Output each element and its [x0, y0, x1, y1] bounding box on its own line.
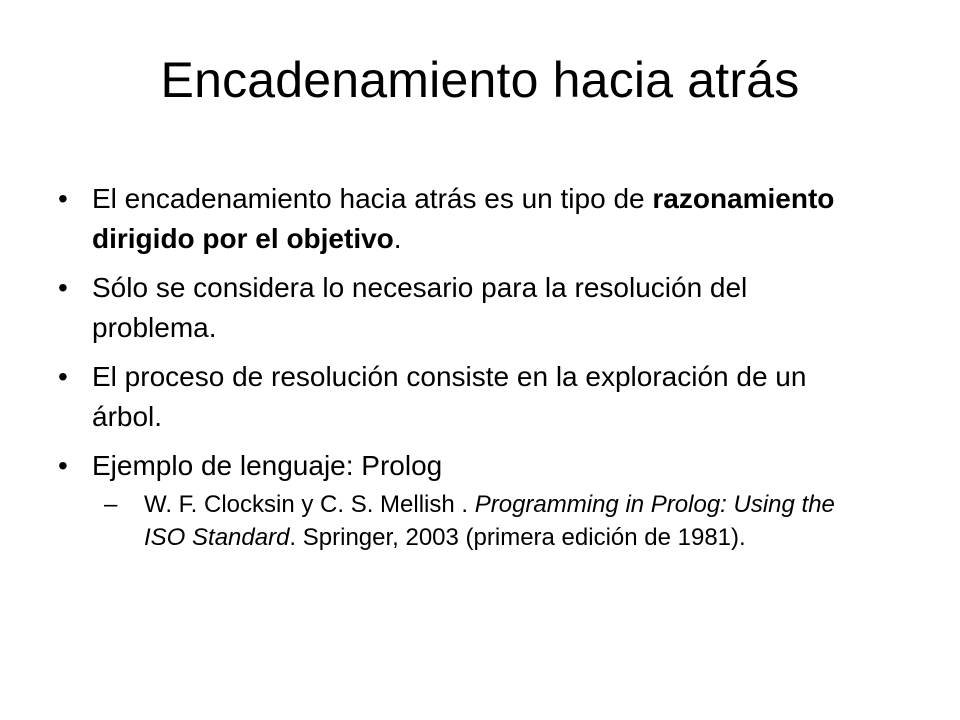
- reference-publisher: . Springer, 2003 (primera edición de 1981).: [289, 524, 746, 551]
- bullet-text: Sólo se considera lo necesario para la resolución del problema.: [92, 272, 748, 343]
- bullet-item-only-necessary: [58, 268, 858, 348]
- bullet-marker: •: [58, 272, 68, 303]
- bullet-bold-text: razonamiento dirigido por el objetivo: [92, 183, 835, 254]
- bullet-list: [58, 179, 858, 563]
- bullet-text: El proceso de resolución consiste en la exploración de un árbol.: [92, 361, 807, 432]
- bullet-item-language-example: [58, 446, 858, 554]
- bullet-marker: •: [58, 450, 68, 481]
- reference-authors: W. F. Clocksin y C. S. Mellish .: [144, 491, 475, 518]
- bullet-text-end: .: [393, 223, 402, 254]
- bullet-item-backward-chaining-definition: [58, 179, 858, 259]
- bullet-marker: •: [58, 361, 68, 392]
- bullet-marker: •: [58, 183, 68, 214]
- sub-item-reference: [104, 488, 858, 554]
- slide-title: Encadenamiento hacia atrás: [160, 52, 800, 108]
- reference-book-title: Programming in Prolog: Using the ISO Standard: [144, 491, 835, 551]
- bullet-text: El encadenamiento hacia atrás es un tipo de: [92, 183, 653, 214]
- sub-bullet-marker: –: [104, 491, 118, 518]
- bullet-text: Ejemplo de lenguaje: Prolog: [92, 450, 443, 481]
- bullet-item-tree-exploration: [58, 357, 858, 437]
- sub-bullet-list: [92, 488, 858, 554]
